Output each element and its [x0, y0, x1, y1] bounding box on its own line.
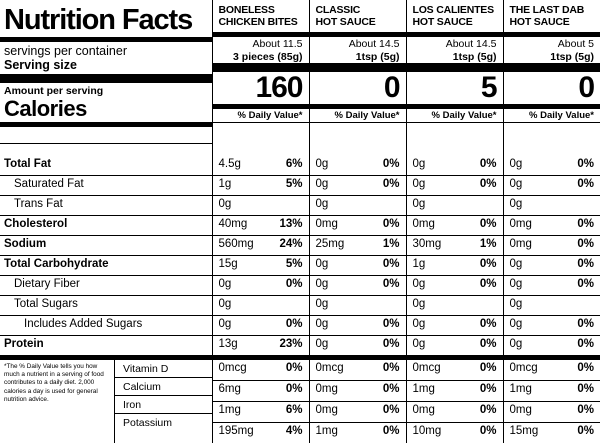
nutrient-label-cell [0, 296, 212, 316]
serving-size-label: Serving size [4, 58, 77, 72]
nutrient-pct: 1% [382, 238, 400, 250]
table-row [0, 156, 600, 176]
nutrient-amount: 0mg [509, 238, 532, 250]
vitamin-amount: 0mg [412, 404, 435, 416]
nutrient-value-cell [503, 336, 600, 358]
nutrient-amount: 560mg [218, 238, 254, 250]
nutrient-amount: 0g [315, 338, 329, 350]
vitamin-amount: 6mg [218, 383, 241, 395]
vitamin-amount: 1mg [315, 425, 338, 437]
nutrient-pct: 0% [479, 158, 497, 170]
servings-value-3: About 5 [557, 37, 594, 50]
vitamin-amount: 0mcg [218, 362, 247, 374]
servings-per-container-label: servings per container [4, 44, 127, 58]
nutrient-pct: 0% [577, 258, 594, 270]
nutrient-value-cell [212, 236, 309, 256]
daily-value-header-0: % Daily Value* [237, 109, 303, 121]
nutrient-pct: 0% [382, 218, 400, 230]
nutrient-value-cell [406, 216, 503, 236]
product-column-0 [212, 0, 309, 156]
nutrient-amount: 0mg [315, 218, 338, 230]
product-name-line2: CHICKEN BITES [218, 15, 298, 28]
nutrient-value-cell [503, 176, 600, 196]
vitamin-value-cell [212, 358, 309, 381]
table-row [0, 176, 600, 196]
nutrient-amount: 15g [218, 258, 238, 270]
nutrient-amount: 0g [412, 198, 426, 210]
vitamin-pct: 0% [382, 362, 400, 374]
nutrient-pct: 5% [285, 178, 303, 190]
serving-size-value-1: 1tsp (5g) [355, 50, 400, 63]
nutrient-value-cell [406, 336, 503, 358]
nutrient-pct: 0% [577, 338, 594, 350]
nutrient-amount: 0g [315, 258, 329, 270]
nutrient-pct: 13% [279, 218, 303, 230]
nutrient-amount: 0g [509, 178, 523, 190]
nutrient-pct: 0% [479, 218, 497, 230]
nutrient-amount: 40mg [218, 218, 248, 230]
dv-rule-2 [407, 122, 503, 123]
product-name-line1: BONELESS [218, 4, 275, 16]
nutrient-label: Trans Fat [14, 198, 63, 210]
vitamin-value-cell [503, 423, 600, 443]
vitamin-pct: 0% [285, 383, 303, 395]
nutrient-pct: 0% [382, 318, 400, 330]
vitamin-pct: 0% [382, 425, 400, 437]
dv-rule-0 [213, 122, 309, 123]
product-name-line2: HOT SAUCE [509, 15, 570, 28]
footnote-cell [0, 358, 212, 443]
vitamin-amount: 1mg [412, 383, 435, 395]
nutrient-pct: 0% [479, 338, 497, 350]
vitamin-amount: 195mg [218, 425, 254, 437]
nutrient-value-cell [212, 216, 309, 236]
vitamin-value-cell [406, 423, 503, 443]
nutrient-value-cell [406, 236, 503, 256]
nutrient-pct: 0% [285, 318, 303, 330]
nutrient-value-cell [309, 156, 406, 176]
nutrient-amount: 0g [218, 298, 232, 310]
nutrient-value-cell [406, 156, 503, 176]
nutrient-value-cell [503, 236, 600, 256]
nutrient-pct: 0% [382, 338, 400, 350]
vitamin-pct: 0% [577, 425, 594, 437]
vitamin-pct: 0% [479, 404, 497, 416]
nutrient-value-cell [503, 256, 600, 276]
nutrient-value-cell [406, 276, 503, 296]
nutrient-value-cell [212, 196, 309, 216]
product-name-3 [504, 0, 600, 32]
vitamin-value-cell [212, 402, 309, 423]
product-name-line1: CLASSIC [315, 4, 361, 16]
nutrient-value-cell [503, 296, 600, 316]
daily-value-header-3: % Daily Value* [529, 109, 594, 121]
nutrient-value-cell [406, 176, 503, 196]
nutrient-pct: 5% [285, 258, 303, 270]
vitamin-amount: 15mg [509, 425, 539, 437]
product-name-0 [213, 0, 309, 32]
nutrient-pct: 0% [577, 278, 594, 290]
nutrient-label: Total Sugars [14, 298, 78, 310]
vitamin-value-cell [503, 402, 600, 423]
header-row [0, 0, 600, 156]
product-column-2 [406, 0, 503, 156]
daily-value-header-2: % Daily Value* [431, 109, 497, 121]
nutrient-label-cell [0, 336, 212, 358]
nutrient-label: Sodium [4, 238, 47, 250]
nutrient-value-cell [503, 216, 600, 236]
nutrient-amount: 0g [412, 298, 426, 310]
footnote-text: *The % Daily Value tells you how much a nutrient in a serving of food contributes to a daily diet. 2,000 calories a day is used for general nutrition advice. [4, 363, 104, 403]
vitamin-pct: 0% [285, 362, 303, 374]
nutrient-label: Includes Added Sugars [24, 318, 143, 330]
nutrient-value-cell [309, 296, 406, 316]
nutrient-amount: 0g [509, 338, 523, 350]
nutrient-amount: 0g [315, 178, 329, 190]
nutrient-amount: 30mg [412, 238, 442, 250]
nutrient-value-cell [212, 316, 309, 336]
vitamin-value-cell [212, 423, 309, 443]
vitamin-pct: 0% [382, 383, 400, 395]
daily-value-header-1: % Daily Value* [334, 109, 400, 121]
nutrient-value-cell [309, 256, 406, 276]
vitamin-label: Vitamin D [115, 360, 212, 378]
nutrient-pct: 0% [577, 318, 594, 330]
nutrient-label-cell [0, 256, 212, 276]
vitamin-label: Calcium [115, 378, 212, 396]
dv-rule-3 [504, 122, 600, 123]
vitamin-pct: 0% [479, 425, 497, 437]
vitamin-amount: 0mg [509, 404, 532, 416]
nutrient-amount: 0g [509, 198, 523, 210]
servings-value-1: About 14.5 [348, 37, 400, 50]
product-column-1 [309, 0, 406, 156]
nutrient-amount: 0g [315, 318, 329, 330]
nutrient-amount: 0g [509, 158, 523, 170]
amount-per-serving-label: Amount per serving [4, 85, 104, 97]
nutrient-label: Cholesterol [4, 218, 68, 230]
nutrient-pct: 0% [382, 278, 400, 290]
nutrient-pct: 0% [382, 178, 400, 190]
nutrient-value-cell [406, 196, 503, 216]
nutrient-label: Saturated Fat [14, 178, 84, 190]
vitamin-amount: 10mg [412, 425, 442, 437]
nutrient-pct: 0% [577, 158, 594, 170]
nutrient-label-cell [0, 156, 212, 176]
vitamin-value-cell [503, 381, 600, 402]
nutrient-pct: 0% [577, 238, 594, 250]
nutrient-amount: 1g [412, 258, 426, 270]
vitamin-value-cell [309, 423, 406, 443]
nutrient-pct: 0% [577, 178, 594, 190]
vitamin-value-cell [503, 358, 600, 381]
nutrient-pct: 0% [382, 158, 400, 170]
nutrient-amount: 0g [218, 278, 232, 290]
vitamin-pct: 0% [577, 383, 594, 395]
nutrient-label-cell [0, 316, 212, 336]
table-row [0, 196, 600, 216]
nutrient-label-cell [0, 196, 212, 216]
nutrient-label: Total Carbohydrate [4, 258, 109, 270]
nutrient-value-cell [406, 316, 503, 336]
serving-size-value-2: 1tsp (5g) [452, 50, 497, 63]
nutrient-amount: 0g [315, 298, 329, 310]
nutrient-label-cell [0, 236, 212, 256]
nutrient-value-cell [503, 276, 600, 296]
nutrient-label: Dietary Fiber [14, 278, 80, 290]
nutrient-value-cell [309, 316, 406, 336]
nutrient-amount: 0g [315, 278, 329, 290]
nutrient-value-cell [309, 216, 406, 236]
nutrient-amount: 0g [218, 318, 232, 330]
dv-rule [0, 143, 212, 144]
vitamin-pct: 0% [479, 362, 497, 374]
nutrient-value-cell [309, 236, 406, 256]
vitamin-value-cell [309, 358, 406, 381]
nutrient-amount: 0g [412, 178, 426, 190]
nutrient-value-cell [406, 296, 503, 316]
nutrient-pct: 0% [479, 318, 497, 330]
nutrient-pct: 0% [479, 178, 497, 190]
serving-size-value-3: 1tsp (5g) [550, 50, 594, 63]
nutrient-pct: 24% [279, 238, 303, 250]
table-row [0, 336, 600, 358]
serving-rule [0, 74, 212, 83]
nutrient-value-cell [212, 176, 309, 196]
vitamin-label: Iron [115, 396, 212, 414]
nutrient-amount: 0g [509, 278, 523, 290]
product-name-line1: THE LAST DAB [509, 4, 585, 16]
vitamin-value-cell [212, 381, 309, 402]
table-row [0, 316, 600, 336]
calories-value-1: 0 [383, 70, 400, 104]
nutrient-label-cell [0, 276, 212, 296]
nutrient-pct: 0% [382, 258, 400, 270]
product-name-line2: HOT SAUCE [315, 15, 376, 28]
nutrient-amount: 0g [412, 278, 426, 290]
page-title: Nutrition Facts [4, 4, 193, 36]
left-header-cell [0, 0, 212, 156]
nutrient-label: Protein [4, 338, 44, 350]
vitamin-value-cell [406, 402, 503, 423]
nutrient-amount: 0mg [509, 218, 532, 230]
nutrient-pct: 0% [479, 278, 497, 290]
vitamin-pct: 0% [577, 362, 594, 374]
table-row [0, 276, 600, 296]
nutrient-amount: 0g [509, 298, 523, 310]
product-name-line1: LOS CALIENTES [412, 4, 494, 16]
nutrient-amount: 0g [218, 198, 232, 210]
nutrient-pct: 1% [479, 238, 497, 250]
table-row [0, 296, 600, 316]
vitamin-amount: 1mg [509, 383, 532, 395]
nutrient-value-cell [503, 196, 600, 216]
nutrient-amount: 0mg [412, 218, 435, 230]
nutrient-pct: 0% [285, 278, 303, 290]
table-row [0, 236, 600, 256]
product-name-2 [407, 0, 503, 32]
nutrient-value-cell [212, 256, 309, 276]
nutrient-value-cell [406, 256, 503, 276]
nutrient-amount: 0g [412, 318, 426, 330]
servings-value-2: About 14.5 [445, 37, 497, 50]
nutrient-amount: 1g [218, 178, 232, 190]
product-name-1 [310, 0, 406, 32]
vitamin-value-cell [309, 402, 406, 423]
vitamin-amount: 0mg [315, 404, 338, 416]
nutrient-amount: 0g [315, 198, 329, 210]
calories-value-2: 5 [480, 70, 497, 104]
nutrient-value-cell [503, 316, 600, 336]
vitamin-value-cell [406, 358, 503, 381]
table-row [0, 256, 600, 276]
table-row [0, 358, 600, 381]
nutrient-label-cell [0, 176, 212, 196]
nutrient-value-cell [309, 276, 406, 296]
nutrient-label: Total Fat [4, 158, 52, 170]
vitamin-value-cell [406, 381, 503, 402]
nutrient-value-cell [309, 196, 406, 216]
nutrient-amount: 13g [218, 338, 238, 350]
calories-value-3: 0 [578, 70, 594, 104]
vitamin-amount: 0mcg [412, 362, 441, 374]
vitamin-value-cell [309, 381, 406, 402]
vitamin-amount: 1mg [218, 404, 241, 416]
vitamin-pct: 6% [285, 404, 303, 416]
table-row [0, 216, 600, 236]
servings-value-0: About 11.5 [252, 37, 303, 50]
serving-size-value-0: 3 pieces (85g) [233, 50, 303, 63]
nutrient-value-cell [309, 176, 406, 196]
vitamin-amount: 0mcg [315, 362, 344, 374]
vitamin-label: Potassium [123, 417, 173, 429]
nutrient-amount: 25mg [315, 238, 345, 250]
product-column-3 [503, 0, 600, 156]
vitamin-pct: 0% [382, 404, 400, 416]
vitamin-pct: 0% [577, 404, 594, 416]
nutrient-amount: 0g [315, 158, 329, 170]
nutrient-value-cell [212, 296, 309, 316]
nutrient-pct: 23% [279, 338, 303, 350]
nutrient-value-cell [212, 156, 309, 176]
nutrient-value-cell [212, 336, 309, 358]
vitamin-amount: 0mcg [509, 362, 538, 374]
nutrient-amount: 0g [412, 158, 426, 170]
nutrient-value-cell [503, 156, 600, 176]
calories-value-0: 160 [255, 70, 303, 104]
nutrient-label-cell [0, 216, 212, 236]
product-name-line2: HOT SAUCE [412, 15, 473, 28]
nutrient-amount: 0g [509, 258, 523, 270]
nutrient-value-cell [212, 276, 309, 296]
vitamin-pct: 0% [479, 383, 497, 395]
nutrient-value-cell [309, 336, 406, 358]
nutrient-amount: 0g [412, 338, 426, 350]
vitamin-pct: 4% [285, 425, 303, 437]
nutrient-amount: 0g [509, 318, 523, 330]
nutrient-pct: 0% [479, 258, 497, 270]
nutrient-pct: 0% [577, 218, 594, 230]
vitamin-amount: 0mg [315, 383, 338, 395]
dv-rule-1 [310, 122, 406, 123]
nutrient-pct: 6% [285, 158, 303, 170]
nutrient-amount: 4.5g [218, 158, 241, 170]
calories-label: Calories [4, 96, 87, 121]
